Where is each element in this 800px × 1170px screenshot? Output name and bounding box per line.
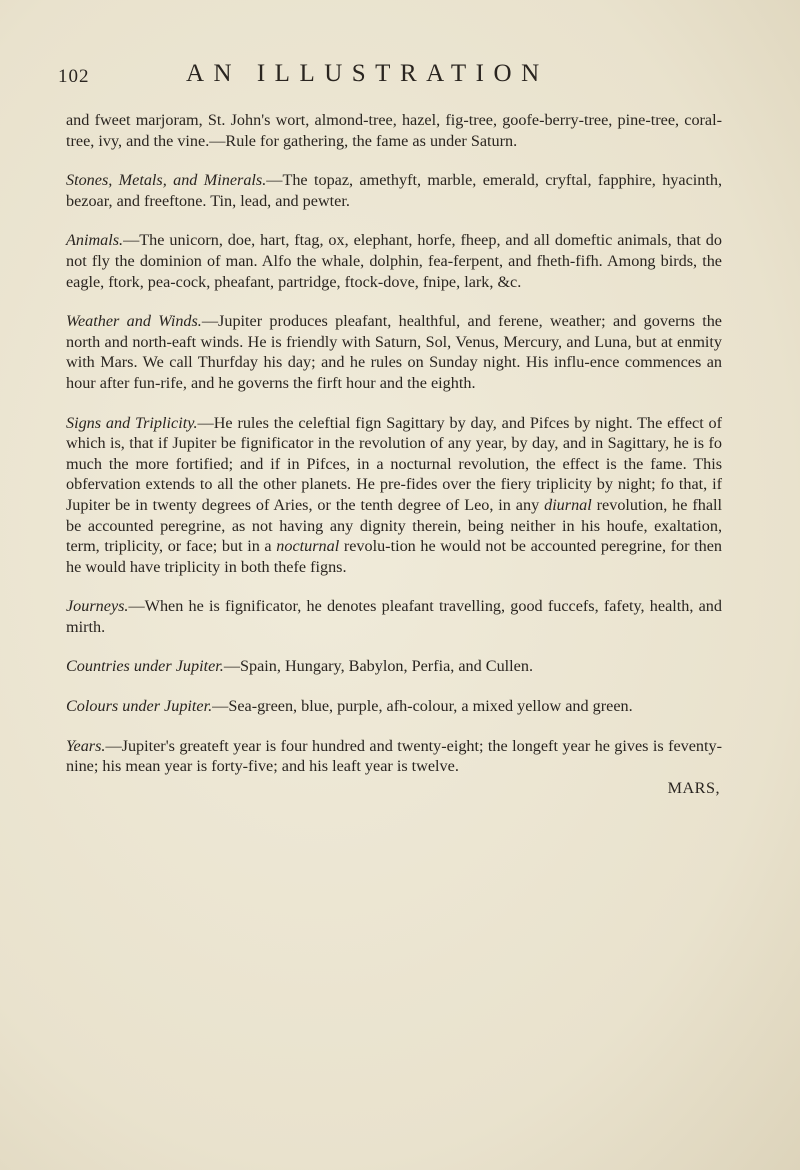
paragraph-heading: Countries under Jupiter. <box>66 657 224 676</box>
paragraph-text: —Jupiter's greateft year is four hundred and twenty-eight; the longeft year he gives is feventy-nine; his mean year is forty-five; and his leaft year is twelve. <box>66 736 722 776</box>
paragraph-text: —Sea-green, blue, purple, afh-colour, a mixed yellow and green. <box>212 697 633 716</box>
paragraph-journeys <box>66 596 722 637</box>
catchword: MARS, <box>667 778 720 797</box>
paragraph-weather-winds <box>66 311 722 393</box>
paragraph-years <box>66 736 722 777</box>
paragraph-heading: Colours under Jupiter. <box>66 697 213 716</box>
paragraph-text: —He rules the celeftial fign Sagittary by day, and Pifces by night. The effect of which is, that if Jupiter be fignificator in the revolution of any year, by day, and in Sagittary, he is fo much the more fortified; and if in Pifces, in a nocturnal revolution, the effect is the fame. This obfervation extends to all the other planets. He pre-fides over the fiery triplicity by night; fo that, if Jupiter be in twenty degrees of Aries, or the tenth degree of Leo, in any <box>66 413 723 514</box>
paragraph-text: and fweet marjoram, St. John's wort, almond-tree, hazel, fig-tree, goofe-berry-tree, pine-tree, coral-tree, ivy, and the vine.—Rule for gathering, the fame as under Saturn. <box>66 111 722 150</box>
running-head: AN ILLUSTRATION <box>186 60 549 87</box>
paragraph-animals <box>66 230 722 292</box>
page-header <box>58 60 758 90</box>
paragraph-text: revolu-tion he would not be accounted peregrine, for then he would have triplicity in both thefe figns. <box>66 537 723 576</box>
paragraph-stones-metals-minerals <box>66 170 722 211</box>
paragraph-text: —The unicorn, doe, hart, ftag, ox, elephant, horfe, fheep, and all domeftic animals, that do not fly the dominion of man. Alfo the whale, dolphin, fea-ferpent, and fheth-fifh. Among birds, the eagle, ftork, pea-cock, pheafant, partridge, ftock-dove, fnipe, lark, &c. <box>66 231 722 291</box>
paragraph-plants-continued <box>66 110 722 151</box>
paragraph-heading: Stones, Metals, and Minerals. <box>66 171 267 190</box>
paragraph-signs-triplicity <box>66 413 722 578</box>
italic-term-nocturnal: nocturnal <box>276 537 340 556</box>
paragraph-text: —When he is fignificator, he denotes pleafant travelling, good fuccefs, fafety, health, and mirth. <box>66 597 722 636</box>
italic-term-diurnal: diurnal <box>544 495 592 514</box>
paragraph-text: —The topaz, amethyft, marble, emerald, cryftal, fapphire, hyacinth, bezoar, and freeftone. Tin, lead, and pewter. <box>66 171 722 210</box>
body-text <box>66 110 722 798</box>
paragraph-text: —Spain, Hungary, Babylon, Perfia, and Cullen. <box>223 657 533 676</box>
paragraph-countries <box>66 656 722 677</box>
paragraph-heading: Animals. <box>66 231 124 250</box>
paragraph-text: revolution, he fhall be accounted peregrine, as not having any dignity therein, being neither in his houfe, exaltation, term, triplicity, or face; but in a <box>66 495 722 556</box>
paragraph-heading: Signs and Triplicity. <box>66 413 198 432</box>
paragraph-text: —Jupiter produces pleafant, healthful, and ferene, weather; and governs the north and north-eaft winds. He is friendly with Saturn, Sol, Venus, Mercury, and Luna, but at enmity with Mars. We call Thurfday his day; and he rules on Sunday night. His influ-ence commences an hour after fun-rife, and he governs the firft hour and the eighth. <box>66 312 722 392</box>
page-number: 102 <box>58 66 90 87</box>
paragraph-heading: Years. <box>66 736 106 755</box>
paragraph-heading: Journeys. <box>66 597 129 616</box>
paragraph-heading: Weather and Winds. <box>66 312 202 331</box>
paragraph-colours <box>66 696 722 717</box>
